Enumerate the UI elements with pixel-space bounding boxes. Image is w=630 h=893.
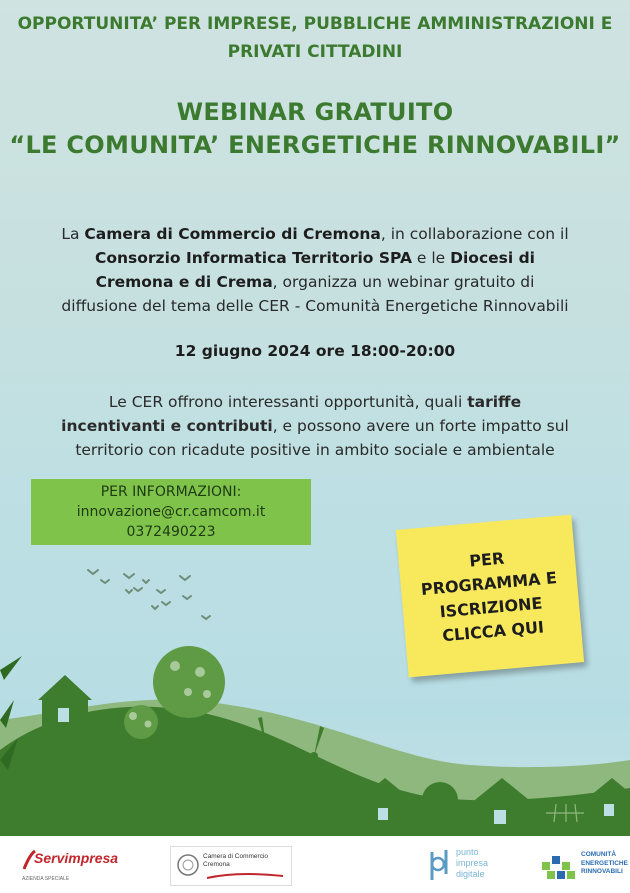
punto-line-2: impresa [456, 858, 489, 868]
punto-line-1: punto [456, 847, 479, 857]
punto-line-3: digitale [456, 869, 485, 879]
intro-text-3: e le [411, 249, 451, 267]
cer-text-1: Le CER offrono interessanti opportunità, quali [108, 393, 468, 411]
intro-bold-consorzio: Consorzio Informatica Territorio SPA [94, 249, 412, 267]
note-line-1: PER [468, 548, 506, 571]
note-line-2: PROGRAMMA E [420, 568, 558, 599]
servimpresa-name: Servimpresa [34, 850, 119, 866]
cer-logo [540, 848, 630, 888]
register-sticky-note-button[interactable] [396, 515, 584, 678]
intro-text-1: La [61, 225, 85, 243]
camera-text [203, 853, 268, 869]
cer-text-2: , e possono avere un forte impatto sul territorio con ricadute positive in ambito sociale e ambientale [75, 417, 569, 459]
cer-paragraph [55, 390, 575, 462]
camera-line-1: Camera di Commercio [203, 853, 269, 860]
info-email[interactable]: innovazione@cr.camcom.it [76, 504, 266, 520]
intro-bold-diocesi: Diocesi di Cremona e di Crema [95, 249, 535, 291]
pid-mark-icon [428, 844, 454, 884]
sticky-note-wrapper[interactable] [396, 515, 584, 678]
intro-text-2: , in collaborazione con il [380, 225, 569, 243]
camera-emblem-icon [176, 853, 200, 877]
servimpresa-sub: AZIENDA SPECIALE [22, 876, 70, 882]
cer-bold-tariffe: tariffe incentivanti e contributi [61, 393, 522, 435]
intro-bold-camera: Camera di Commercio di Cremona [84, 225, 381, 243]
title-line-1: WEBINAR GRATUITO [176, 98, 454, 126]
cer-text [581, 851, 628, 877]
header [0, 10, 630, 66]
note-line-4: CLICCA QUI [441, 617, 545, 646]
cer-line-1: COMUNITÀ [581, 851, 617, 858]
info-box [31, 479, 311, 545]
servimpresa-logo [22, 849, 119, 885]
house-icon [38, 675, 92, 734]
punto-text [456, 847, 488, 880]
title-line-2: “LE COMUNITA’ ENERGETICHE RINNOVABILI” [9, 131, 621, 159]
header-line-2: PRIVATI CITTADINI [227, 42, 403, 62]
punto-impresa-digitale-logo [428, 844, 518, 888]
camera-swoosh-icon [205, 871, 285, 881]
note-line-3: ISCRIZIONE [438, 593, 544, 622]
cer-houses-icon [540, 852, 578, 882]
birds-icon [88, 570, 210, 619]
cer-line-3: RINNOVABILI [581, 868, 623, 875]
cer-line-2: ENERGETICHE [581, 859, 628, 867]
info-title: PER INFORMAZIONI: [100, 484, 242, 500]
footer-logos [0, 836, 630, 893]
camera-line-2: Cremona [203, 861, 230, 868]
webinar-title [0, 96, 630, 162]
camera-commercio-logo [170, 846, 292, 886]
event-date: 12 giugno 2024 ore 18:00-20:00 [174, 342, 456, 360]
header-line-1: OPPORTUNITA’ PER IMPRESE, PUBBLICHE AMMINISTRAZIONI E [17, 14, 613, 34]
intro-paragraph [60, 222, 570, 318]
info-phone[interactable]: 0372490223 [126, 524, 216, 540]
intro-text-4: , organizza un webinar gratuito di diffusione del tema delle CER - Comunità Energetiche Rinnovabili [61, 273, 569, 315]
